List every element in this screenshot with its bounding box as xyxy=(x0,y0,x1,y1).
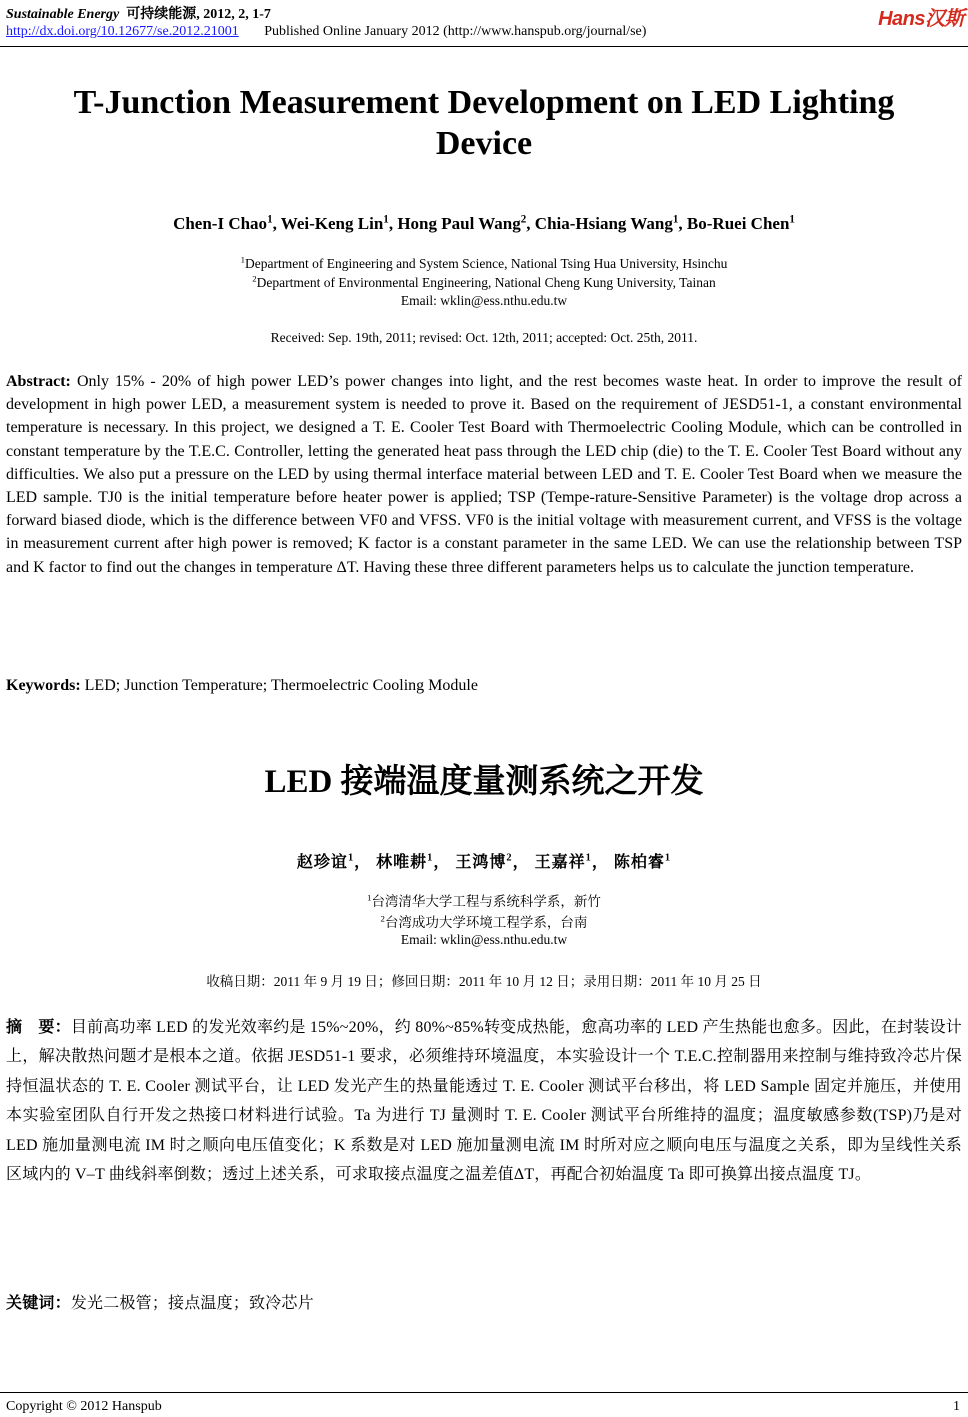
author: Chen-I Chao$^1$ xyxy=(173,213,273,233)
page-number: 1 xyxy=(953,1399,960,1414)
published-note: Published Online January 2012 (http://www.hanspub.org/journal/se) xyxy=(264,24,647,39)
cn-title: LED 接端温度量测系统之开发 xyxy=(264,764,704,800)
email: Email: wklin@ess.nthu.edu.tw xyxy=(400,293,568,308)
abstract-text: Only 15% - 20% of high power LED’s power changes into light, and the rest becomes waste heat. In order to improve the result of development in high power LED, a measurement system is needed to prove it. Based on the requirement of JESD51-1, a constant environmental temperature is necessary. In this project, we designed a T. E. Cooler Test Board with Thermoelectric Cooling Module, which can be controlled in constant temperature by the T.E.C. Controller, letting the generated heat pass through the LED chip (die) to the T. E. Cooler Test Board without any difficulties. We also put a pressure on the LED by using thermal interface material between LED and T. E. Cooler Test Board when we measure the LED sample. TJ0 is the initial temperature before heater power is applied; TSP (Tempe-rature-Sensitive Parameter) is the voltage drop across a forward biased diode, which is the difference between VF0 and VFSS. VF0 is the initial voltage with measurement current, and VFSS is the voltage in measurement current after high power is removed; K factor is a constant parameter in the same LED. We can use the relationship between TSP and K factor to find out the changes in temperature ΔT. Having these three different parameters helps us to calculate the junction temperature. xyxy=(6,373,962,576)
author-list: Chen-I Chao$^1$, Wei-Keng Lin$^1$, Hong Paul Wang$^2$, Chia-Hsiang Wang$^1$, Bo-Ruei Chen$^1$ xyxy=(173,213,795,233)
cn-received-dates: 收稿日期：2011 年 9 月 19 日；修回日期：2011 年 10 月 12 日；录用日期：2011 年 10 月 25 日 xyxy=(206,974,762,989)
cn-abstract-label: 摘 要： xyxy=(6,1019,71,1036)
cn-author: 林唯耕$^1$ xyxy=(376,852,434,871)
footer-rule xyxy=(0,1392,968,1393)
author: Bo-Ruei Chen$^1$ xyxy=(686,213,795,233)
cn-author-list: 赵珍谊$^1$， 林唯耕$^1$， 王鸿博$^2$， 王嘉祥$^1$， 陈柏睿$^1$ xyxy=(296,852,672,871)
cn-abstract-text: 目前高功率 LED 的发光效率约是 15%~20%，约 80%~85%转变成热能，愈高功率的 LED 产生热能也愈多。因此，在封装设计上，解决散热问题才是根本之道。依据 JESD51-1 要求，必须维持环境温度，本实验设计一个 T.E.C.控制器用来控制与维持致冷芯片保持恒温状态的 T. E. Cooler 测试平台，让 LED 发光产生的热量能透过 T. E. Cooler 测试平台移出，将 LED Sample 固定并施压，并使用本实验室团队自行开发之热接口材料进行试验。Ta 为进行 TJ 量测时 T. E. Cooler 测试平台所维持的温度；温度敏感参数(TSP)乃是对 LED 施加量测电流 IM 时之顺向电压值变化；K 系数是对 LED 施加量测电流 IM 时所对应之顺向电压与温度之关系，即为呈线性关系区域内的 V–T 曲线斜率倒数；透过上述关系，可求取接点温度之温差值ΔT，再配合初始温度 Ta 即可换算出接点温度 TJ。 xyxy=(6,1019,962,1184)
received-dates: Received: Sep. 19th, 2011; revised: Oct. 12th, 2011; accepted: Oct. 25th, 2011. xyxy=(270,330,698,345)
hans-logo: Hans汉斯 xyxy=(878,8,964,30)
keywords-text: LED; Junction Temperature; Thermoelectric Cooling Module xyxy=(84,677,478,694)
affiliation-2: $^2$Department of Environmental Engineering, National Cheng Kung University, Tainan xyxy=(252,273,716,290)
cn-keywords-text: 发光二极管；接点温度；致冷芯片 xyxy=(70,1295,314,1312)
cn-keywords-label: 关键词： xyxy=(6,1295,71,1312)
doi-line xyxy=(6,24,646,40)
header-rule xyxy=(0,46,968,47)
keywords-label: Keywords: xyxy=(6,677,81,694)
keywords xyxy=(6,674,962,697)
abstract-label: Abstract: xyxy=(6,373,71,390)
citation: 可持续能源, 2012, 2, 1-7 xyxy=(126,7,271,22)
author: Chia-Hsiang Wang$^1$ xyxy=(534,213,679,233)
doi-link[interactable]: http://dx.doi.org/10.12677/se.2012.21001 xyxy=(6,24,239,39)
cn-author: 王鸿博$^2$ xyxy=(455,852,513,871)
author: Hong Paul Wang$^2$ xyxy=(397,213,527,233)
cn-author: 赵珍谊$^1$ xyxy=(296,852,355,871)
paper-title: T-Junction Measurement Development on LED Lighting Device xyxy=(73,84,895,162)
cn-email: Email: wklin@ess.nthu.edu.tw xyxy=(400,932,568,947)
abstract xyxy=(6,370,962,579)
author: Wei-Keng Lin$^1$ xyxy=(280,213,389,233)
journal-citation xyxy=(6,3,271,23)
affiliation-1: $^1$Department of Engineering and System Science, National Tsing Hua University, Hsinchu xyxy=(240,254,728,271)
journal-name: Sustainable Energy xyxy=(6,7,120,22)
cn-affiliation-1: $^1$台湾清华大学工程与系统科学系，新竹 xyxy=(367,892,601,909)
cn-author: 王嘉祥$^1$ xyxy=(534,852,592,871)
cn-author: 陈柏睿$^1$ xyxy=(613,852,672,871)
cn-keywords xyxy=(6,1289,962,1318)
copyright: Copyright © 2012 Hanspub xyxy=(6,1399,162,1414)
cn-abstract xyxy=(6,1013,962,1189)
cn-affiliation-2: $^2$台湾成功大学环境工程学系，台南 xyxy=(380,913,588,930)
